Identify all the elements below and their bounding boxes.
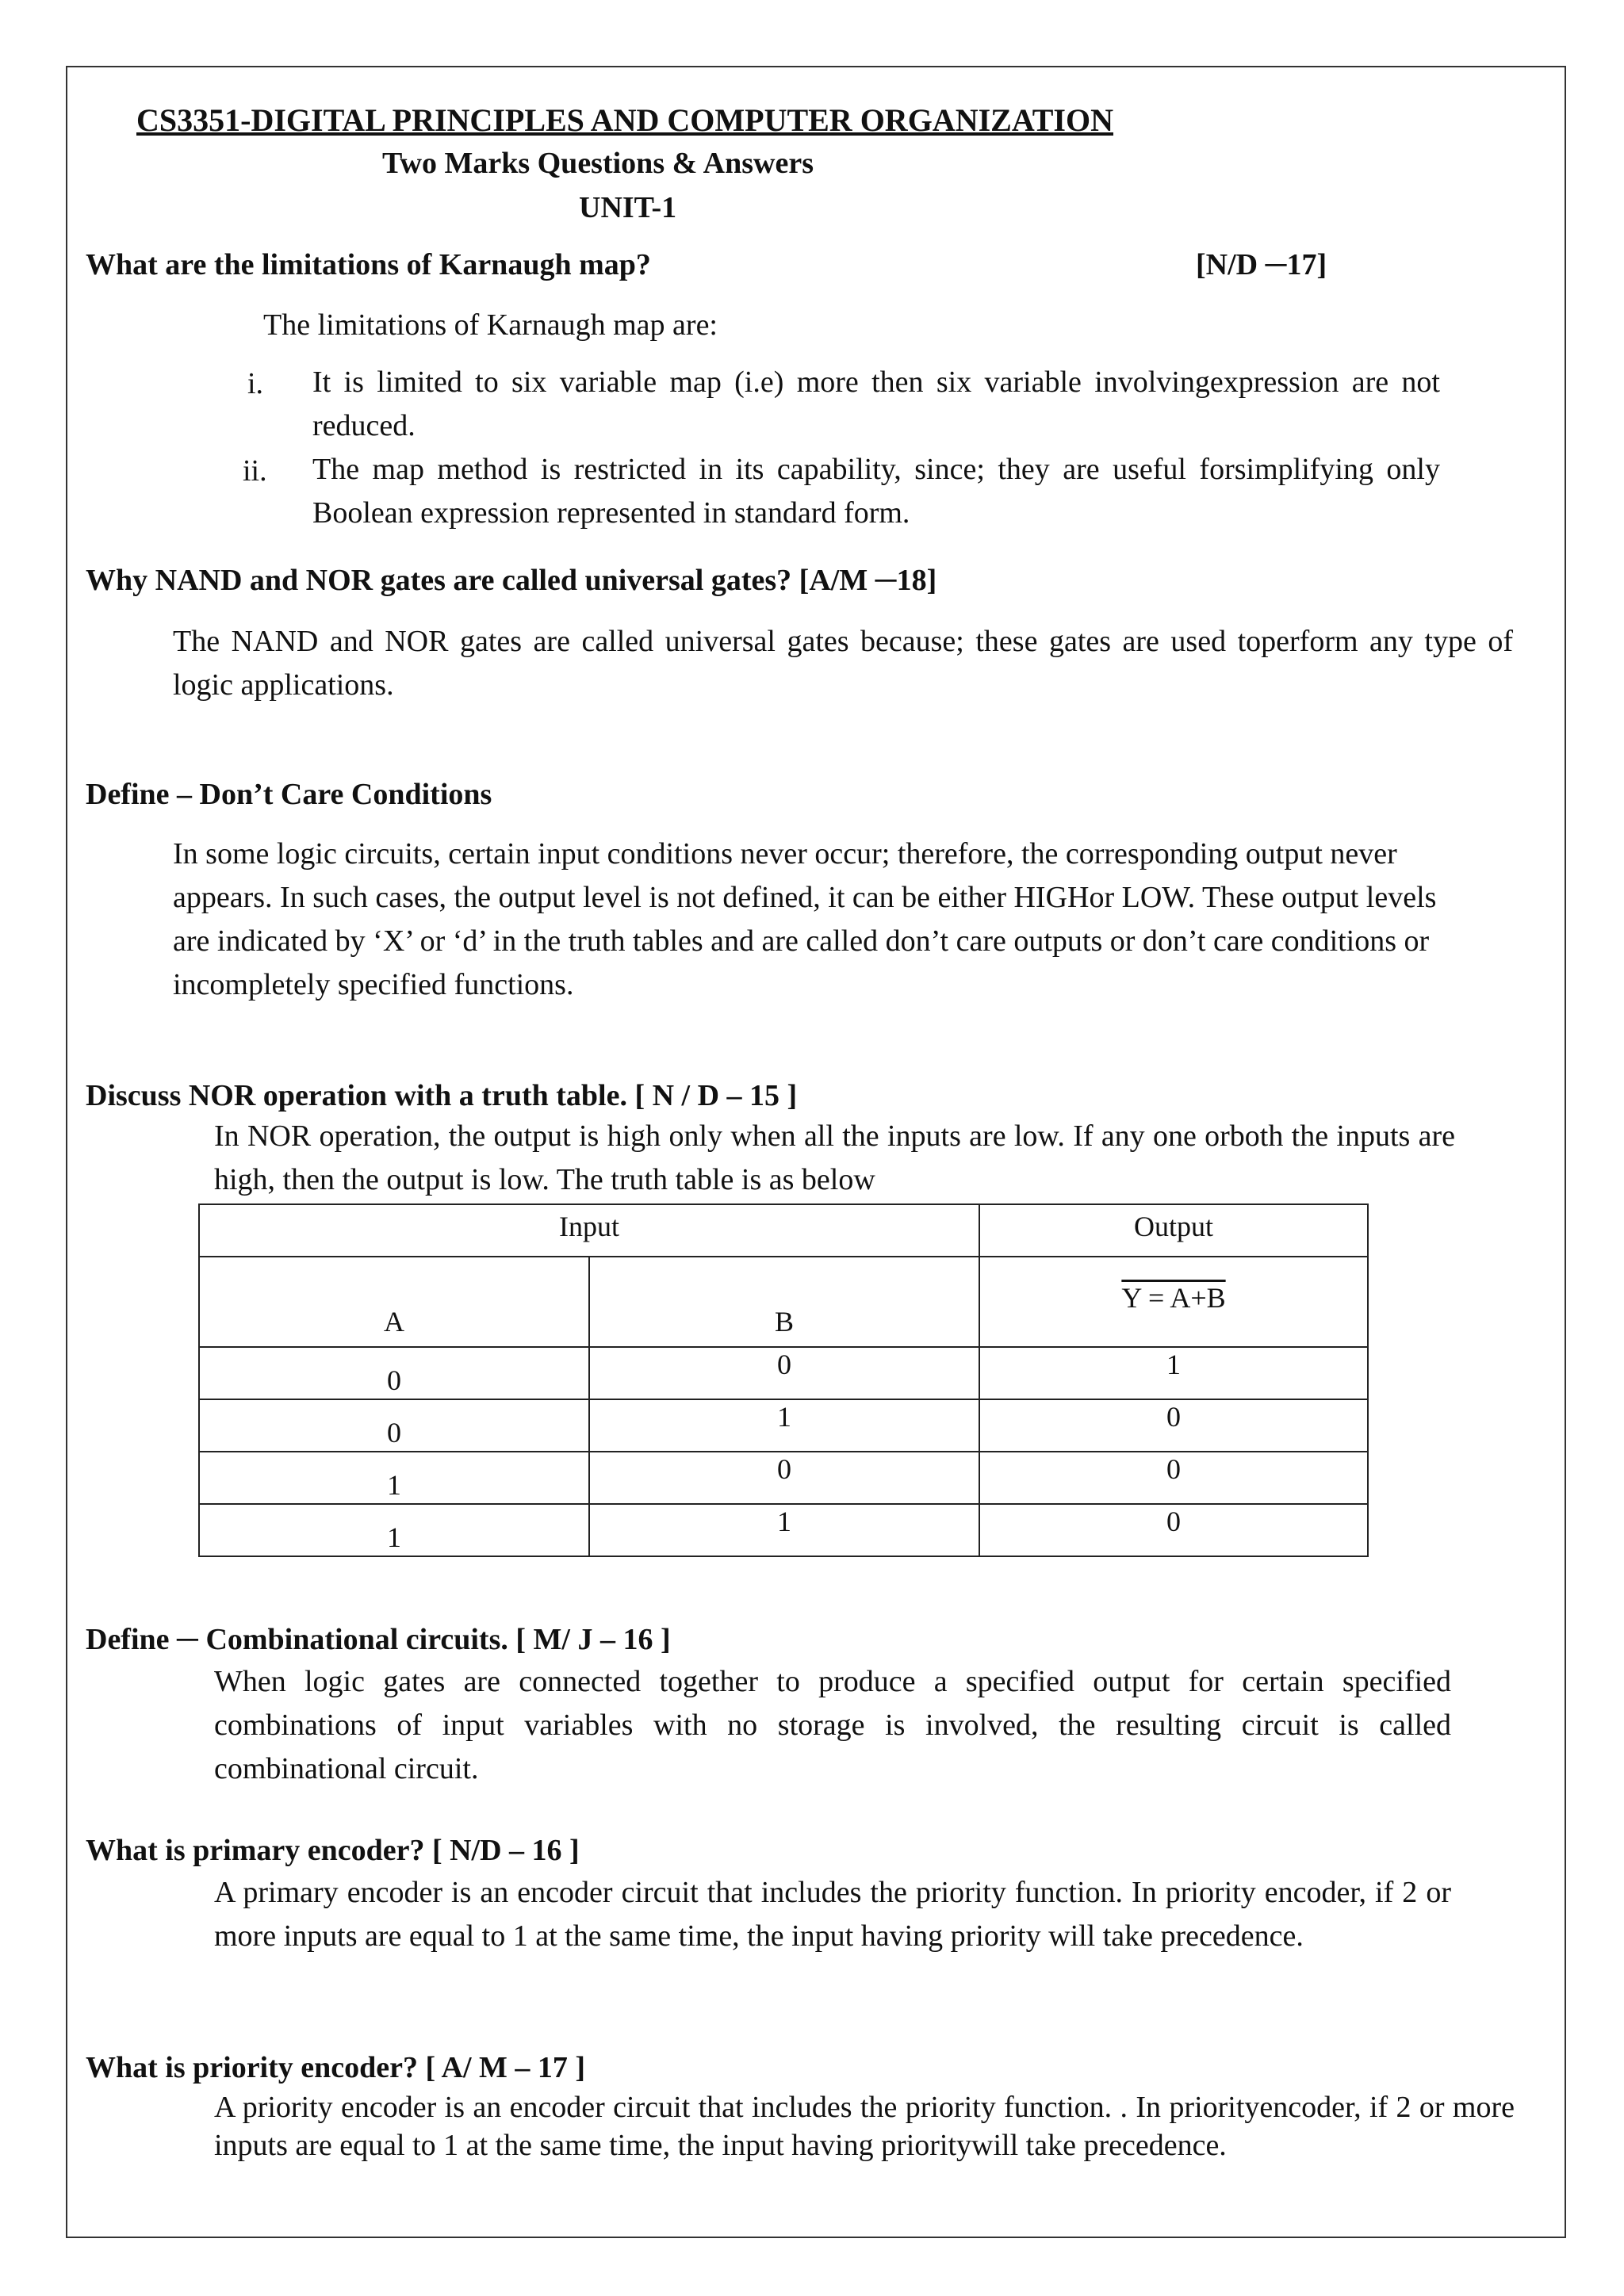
question-dont-care: Define – Don’t Care Conditions (86, 778, 492, 811)
column-y-header: Y = A+B (979, 1257, 1368, 1347)
column-b-header: B (589, 1257, 979, 1347)
answer-combinational-circuits: When logic gates are connected together to produce a specified output for certain specified combinations of input variables with no storage is involved, the resulting circuit is called combinational circuit. (214, 1665, 1451, 1785)
cell-a: 0 (199, 1399, 589, 1452)
list-marker: i. (247, 367, 264, 400)
input-header: Input (199, 1204, 979, 1257)
question-karnaugh-limitations: What are the limitations of Karnaugh map? (86, 248, 651, 281)
list-marker: ii. (243, 454, 267, 488)
cell-b: 1 (589, 1399, 979, 1452)
answer-primary-encoder: A primary encoder is an encoder circuit that includes the priority function. In priority encoder, if 2 or more inputs are equal to 1 at the same time, the input having priority will take precedence. (214, 1876, 1451, 1953)
output-header: Output (979, 1204, 1368, 1257)
cell-a: 1 (199, 1504, 589, 1556)
course-title: CS3351-DIGITAL PRINCIPLES AND COMPUTER ORGANIZATION (136, 102, 1113, 138)
cell-y: 0 (979, 1452, 1368, 1504)
document-subtitle: Two Marks Questions & Answers (382, 147, 814, 180)
answer-nor-operation: In NOR operation, the output is high only when all the inputs are low. If any one orboth the inputs are high, then the output is low. The truth table is as below (214, 1119, 1455, 1196)
answer-priority-encoder: A priority encoder is an encoder circuit that includes the priority function. . In priorityencoder, if 2 or more inputs are equal to 1 at the same time, the input having prioritywill take precedence. (214, 2091, 1515, 2162)
nor-truth-table (198, 1203, 1369, 1557)
exam-tag: [N/D ─17] (1196, 248, 1327, 281)
cell-y: 0 (979, 1504, 1368, 1556)
question-nor-operation: Discuss NOR operation with a truth table. [ N / D – 15 ] (86, 1079, 798, 1112)
cell-y: 1 (979, 1347, 1368, 1399)
answer-dont-care: In some logic circuits, certain input conditions never occur; therefore, the corresponding output never appears. In such cases, the output level is not defined, it can be either HIGHor LOW. These output levels are indicated by ‘X’ or ‘d’ in the truth tables and are called don’t care outputs or don’t care conditions or incompletely specified functions. (173, 837, 1437, 1001)
table-row (199, 1452, 1368, 1504)
question-priority-encoder: What is priority encoder? [ A/ M – 17 ] (86, 2051, 586, 2084)
table-row (199, 1399, 1368, 1452)
cell-b: 0 (589, 1452, 979, 1504)
list-item: It is limited to six variable map (i.e) more then six variable involvingexpression are not reduced. (312, 365, 1440, 442)
cell-b: 0 (589, 1347, 979, 1399)
question-combinational-circuits: Define ─ Combinational circuits. [ M/ J – 16 ] (86, 1623, 671, 1656)
table-row (199, 1347, 1368, 1399)
question-primary-encoder: What is primary encoder? [ N/D – 16 ] (86, 1834, 580, 1867)
column-a-header: A (199, 1257, 589, 1347)
cell-b: 1 (589, 1504, 979, 1556)
question-universal-gates: Why NAND and NOR gates are called universal gates? [A/M ─18] (86, 564, 937, 597)
unit-heading: UNIT-1 (579, 191, 677, 224)
table-row (199, 1504, 1368, 1556)
answer-intro: The limitations of Karnaugh map are: (263, 308, 718, 342)
cell-a: 0 (199, 1347, 589, 1399)
answer-universal-gates: The NAND and NOR gates are called universal gates because; these gates are used toperform any type of logic applications. (173, 625, 1513, 702)
cell-y: 0 (979, 1399, 1368, 1452)
list-item: The map method is restricted in its capability, since; they are useful forsimplifying only Boolean expression represented in standard form. (312, 453, 1440, 530)
cell-a: 1 (199, 1452, 589, 1504)
